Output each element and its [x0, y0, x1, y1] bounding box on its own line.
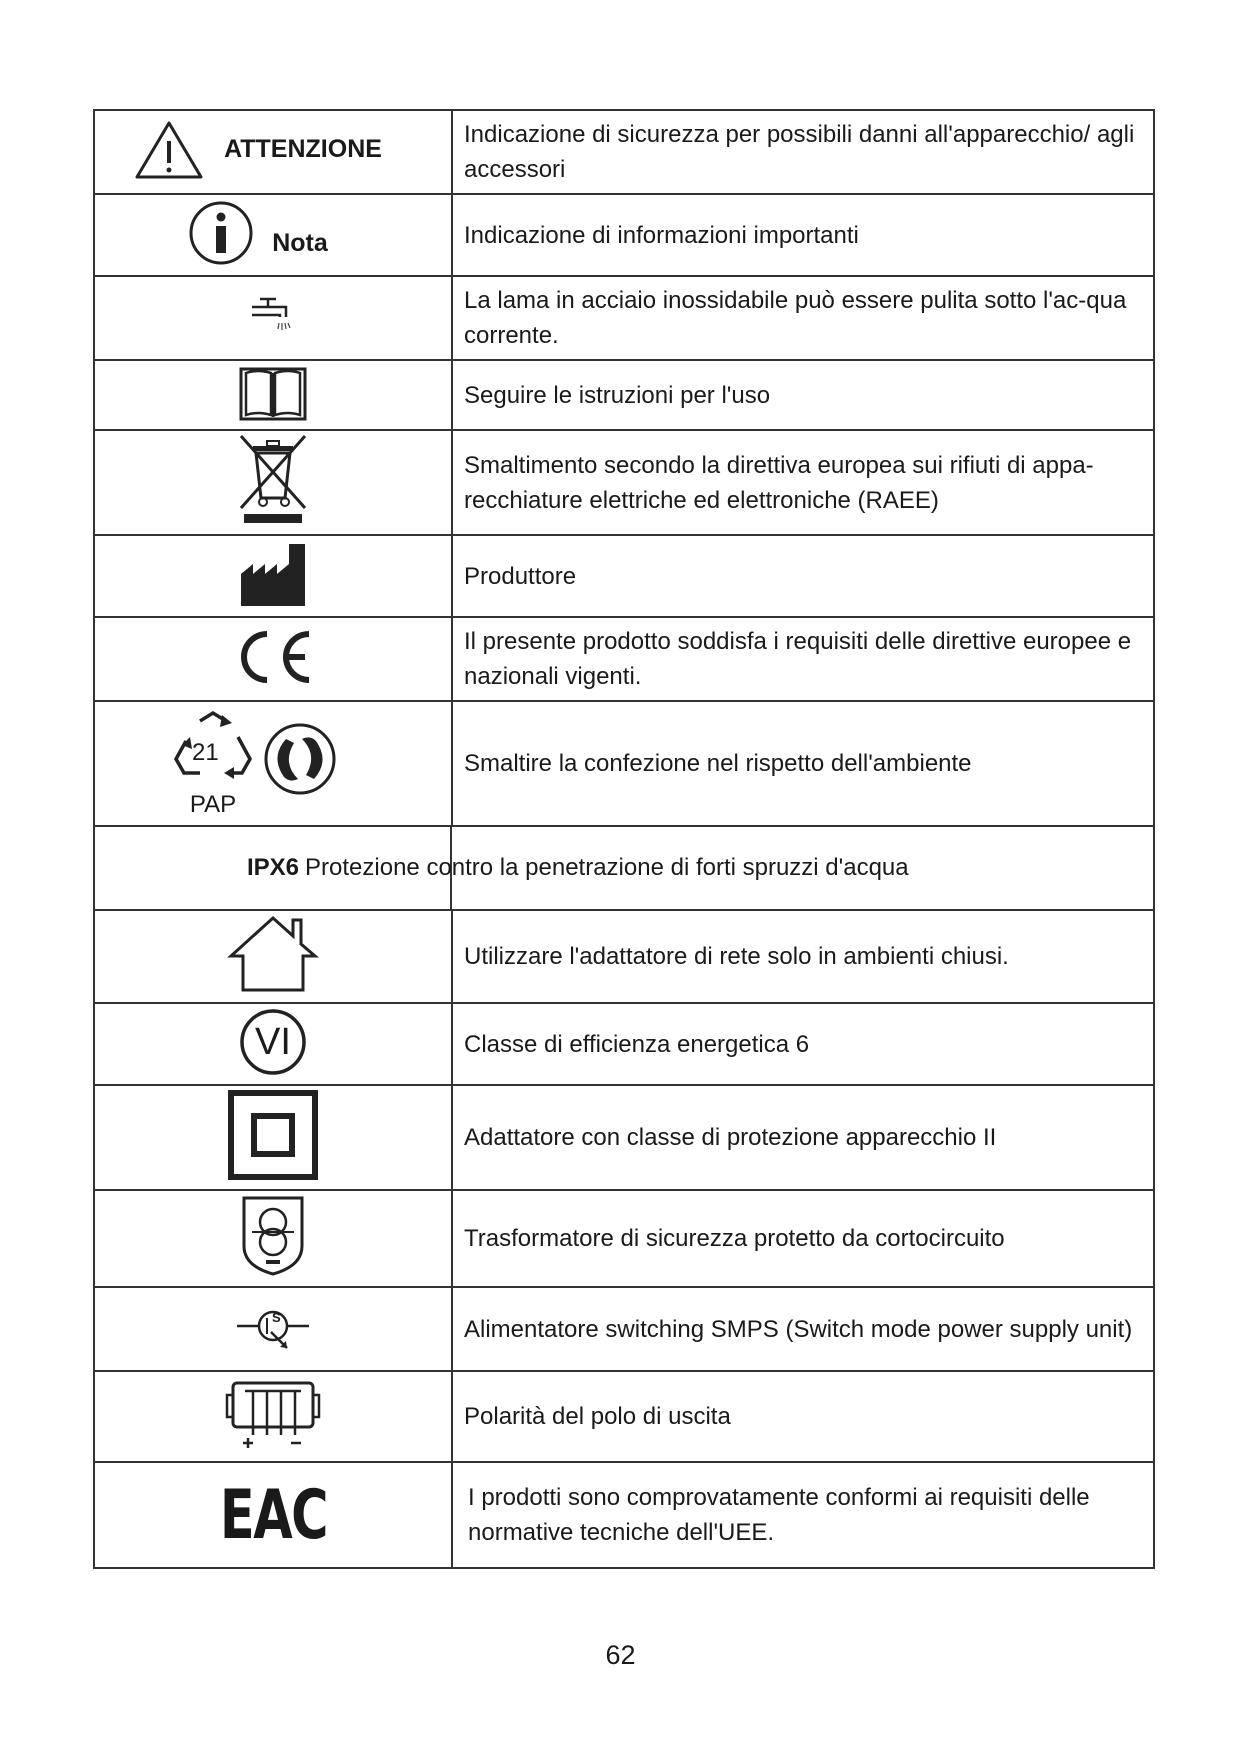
table-row: [94, 1003, 1154, 1085]
symbol-cell: [94, 617, 452, 701]
symbol-cell: [94, 430, 452, 535]
instruction-book-icon: [238, 363, 308, 423]
table-row: [94, 826, 1154, 910]
info-icon: [188, 200, 254, 266]
symbol-cell: [94, 701, 452, 826]
recycle-label: PAP: [189, 790, 237, 818]
ipx-cell: [94, 826, 1154, 910]
symbol-cell: [94, 276, 452, 360]
green-dot-icon: [264, 723, 336, 795]
ce-mark-icon: [231, 628, 315, 686]
note-label: Nota: [272, 229, 328, 257]
description: Adattatore con classe di protezione apparecchio II: [452, 1085, 1154, 1190]
polarity-icon: [225, 1377, 321, 1451]
table-row: [94, 110, 1154, 194]
ipx-description: [247, 827, 909, 909]
symbol-cell: [94, 110, 452, 194]
symbol-cell: [94, 1190, 452, 1287]
table-row: [94, 360, 1154, 430]
table-row: [94, 1287, 1154, 1371]
symbol-cell: [94, 1003, 452, 1085]
page-number: 62: [605, 1640, 636, 1670]
table-row: [94, 1190, 1154, 1287]
description: Trasformatore di sicurezza protetto da cortocircuito: [452, 1190, 1154, 1287]
description: Polarità del polo di uscita: [452, 1371, 1154, 1462]
class-ii-icon: [228, 1090, 318, 1180]
description: Il presente prodotto soddisfa i requisiti delle direttive europee e nazionali vigenti.: [452, 617, 1154, 701]
tap-water-icon: [248, 291, 298, 341]
table-row: [94, 1371, 1154, 1462]
description: Protezione contro la penetrazione di forti spruzzi d'acqua: [305, 854, 909, 881]
table-row: [94, 276, 1154, 360]
table-row: [94, 1085, 1154, 1190]
description: Alimentatore switching SMPS (Switch mode power supply unit): [452, 1287, 1154, 1371]
table-row: [94, 617, 1154, 701]
symbol-cell: [94, 1085, 452, 1190]
description: Indicazione di informazioni importanti: [452, 194, 1154, 276]
description: Classe di efficienza energetica 6: [452, 1003, 1154, 1085]
symbol-cell: [94, 1371, 452, 1462]
efficiency-label: VI: [255, 1020, 291, 1063]
eac-mark-icon: EAC: [219, 1475, 327, 1555]
symbol-cell: [94, 1462, 452, 1568]
table-row: [94, 701, 1154, 826]
table-row: [94, 910, 1154, 1003]
table-row: [94, 430, 1154, 535]
warning-label: ATTENZIONE: [224, 135, 382, 163]
ipx-code: IPX6: [247, 854, 300, 881]
table-row: [94, 535, 1154, 617]
safety-transformer-icon: [240, 1194, 306, 1278]
table-row: [94, 194, 1154, 276]
house-icon: [227, 914, 319, 994]
description: Smaltire la confezione nel rispetto dell'ambiente: [452, 701, 1154, 826]
symbol-cell: [94, 1287, 452, 1371]
description: Produttore: [452, 535, 1154, 617]
manufacturer-icon: [239, 540, 307, 608]
description: Smaltimento secondo la direttiva europea sui rifiuti di appa-recchiature elettriche ed elettroniche (RAEE): [452, 430, 1154, 535]
description: La lama in acciaio inossidabile può essere pulita sotto l'ac-qua corrente.: [452, 276, 1154, 360]
smps-letter: S: [272, 1309, 281, 1325]
description: Seguire le istruzioni per l'uso: [452, 360, 1154, 430]
symbol-cell: [94, 910, 452, 1003]
description: Utilizzare l'adattatore di rete solo in ambienti chiusi.: [452, 910, 1154, 1003]
symbol-cell: [94, 535, 452, 617]
table-row: [94, 1462, 1154, 1568]
weee-bin-icon: [237, 434, 309, 526]
description: I prodotti sono comprovatamente conformi ai requisiti delle normative tecniche dell'UEE.: [452, 1462, 1154, 1568]
description: Indicazione di sicurezza per possibili danni all'apparecchio/ agli accessori: [452, 110, 1154, 194]
symbols-table: [93, 109, 1155, 1569]
warning-triangle-icon: [134, 119, 204, 181]
symbol-cell: [94, 194, 452, 276]
recycle-code: 21: [192, 738, 219, 766]
symbol-cell: [94, 360, 452, 430]
